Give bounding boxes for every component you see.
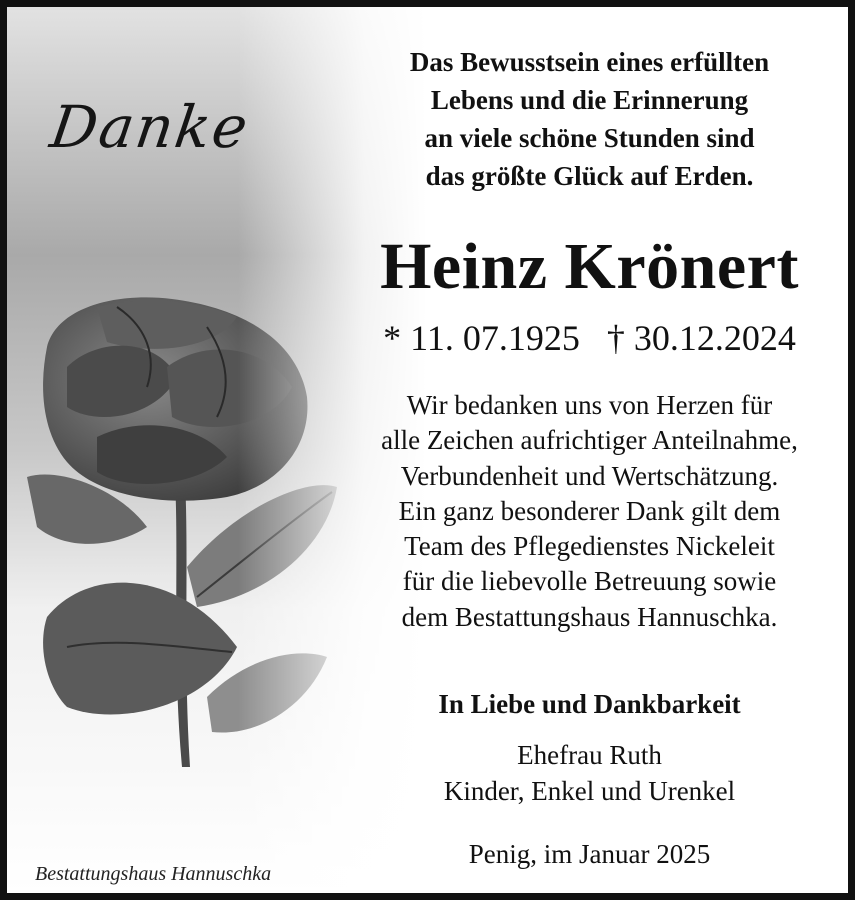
death-date: † 30.12.2024 [606,318,796,358]
place-date: Penig, im Januar 2025 [468,839,711,869]
thanks-line: Verbundenheit und Wertschätzung. [400,460,779,491]
signer-line: Kinder, Enkel und Urenkel [443,776,736,806]
closing-phrase: In Liebe und Dankbarkeit [438,689,741,719]
danke-script: Danke [46,93,254,161]
thanks-line: dem Bestattungshaus Hannuschka. [401,601,778,632]
birth-date: * 11. 07.1925 [383,318,580,358]
thanks-line: alle Zeichen aufrichtiger Anteilnahme, [381,425,798,456]
signers [337,737,842,809]
thanks-line: Ein ganz besonderer Dank gilt dem [398,495,781,526]
signer-line: Ehefrau Ruth [517,740,662,770]
thanks-line: Wir bedanken uns von Herzen für [406,390,773,420]
thanks-line: Team des Pflegedienstes Nickeleit [404,531,775,562]
life-dates [337,315,842,361]
motto-line: an viele schöne Stunden sind [424,123,755,153]
motto [337,43,842,195]
motto-line: Lebens und die Erinnerung [430,85,749,115]
deceased-name: Heinz Krönert [380,230,799,303]
thanks-line: für die liebevolle Betreuung sowie [402,566,777,597]
motto-line: das größte Glück auf Erden. [425,161,754,191]
motto-line: Das Bewusstsein eines erfüllten [409,47,770,77]
funeral-home-credit: Bestattungshaus Hannuschka [35,863,272,885]
thanks-text [337,388,842,635]
